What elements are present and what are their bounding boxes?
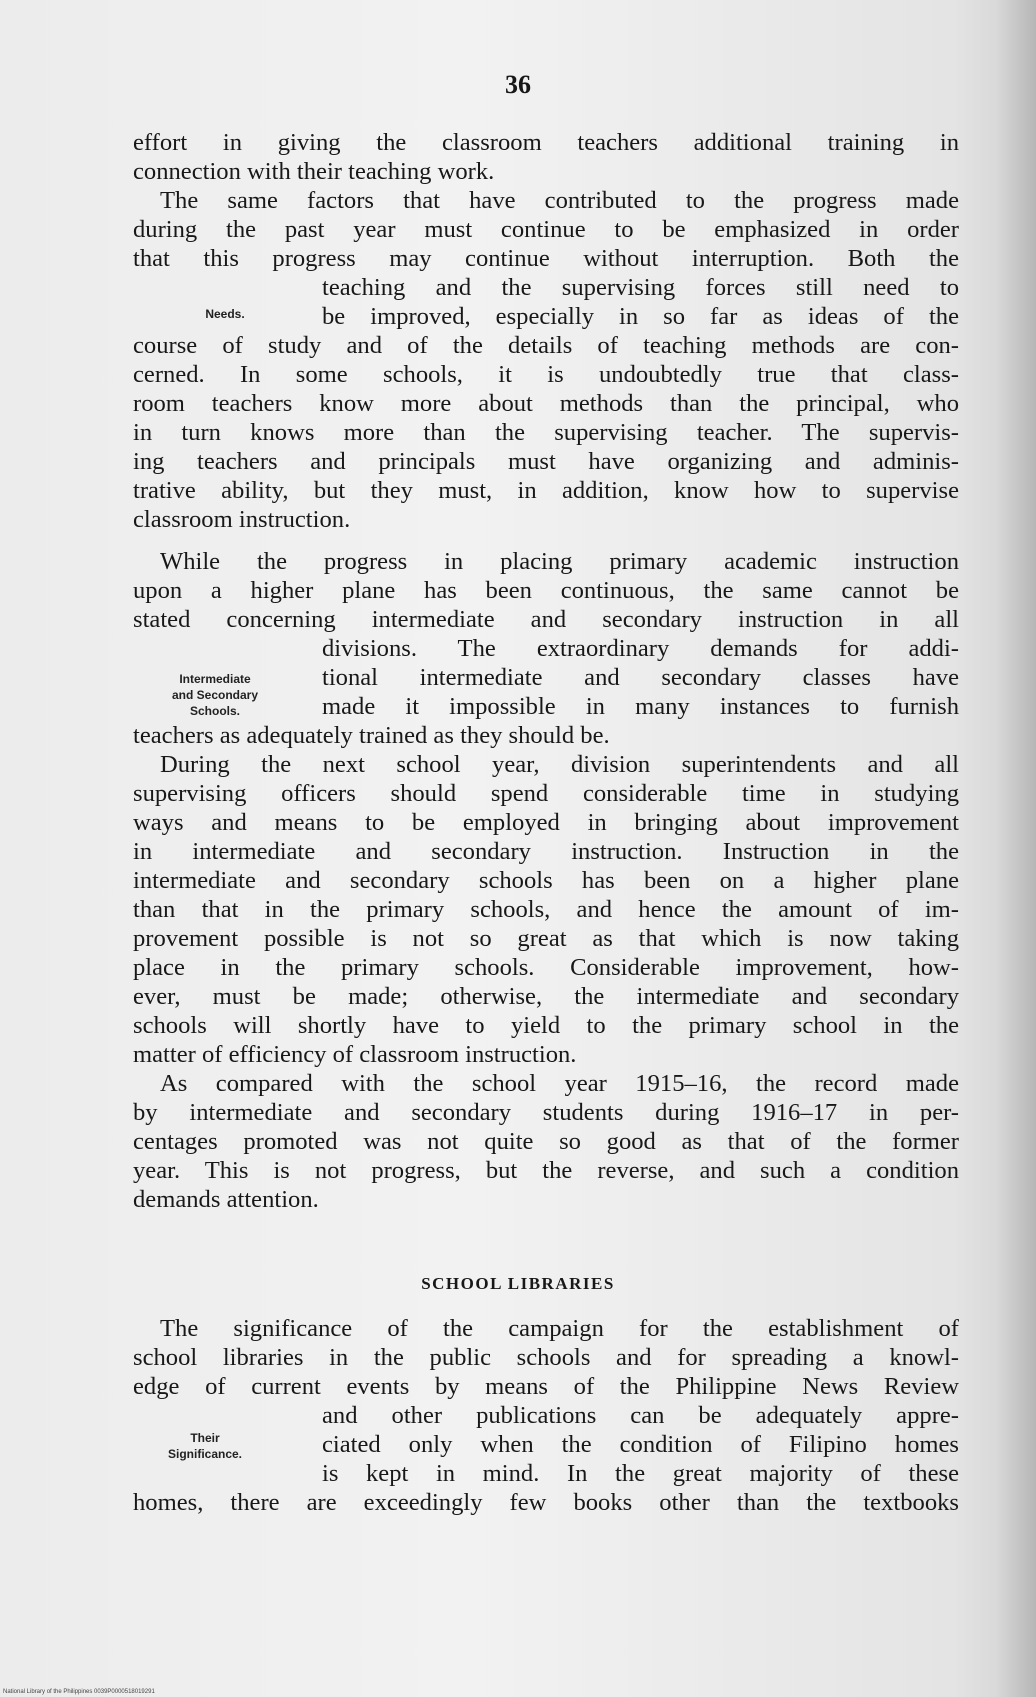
text-line: tional intermediate and secondary classes have — [322, 664, 959, 691]
text-line: While the progress in placing primary academic instruction — [160, 548, 959, 575]
margin-note-line: and Secondary — [171, 688, 259, 702]
margin-note-needs — [150, 306, 300, 322]
text-line: supervising officers should spend considerable time in studying — [133, 780, 959, 807]
text-line: As compared with the school year 1915–16, the record made — [160, 1070, 959, 1097]
text-line: stated concerning intermediate and secondary instruction in all — [133, 606, 959, 633]
text-line: schools will shortly have to yield to the primary school in the — [133, 1012, 959, 1039]
text-line: by intermediate and secondary students during 1916–17 in per- — [133, 1099, 959, 1126]
text-line: that this progress may continue without interruption. Both the — [133, 245, 959, 272]
margin-note-line: Their — [190, 1431, 220, 1445]
text-line: course of study and of the details of teaching methods are con- — [133, 332, 959, 359]
text-line: ciated only when the condition of Filipino homes — [322, 1431, 959, 1458]
text-line: homes, there are exceedingly few books other than the textbooks — [133, 1489, 959, 1516]
text-line: upon a higher plane has been continuous, the same cannot be — [133, 577, 959, 604]
text-line: cerned. In some schools, it is undoubtedly true that class- — [133, 361, 959, 388]
text-line: demands attention. — [133, 1186, 319, 1213]
text-line: teachers as adequately trained as they should be. — [133, 722, 610, 749]
text-line: is kept in mind. In the great majority of these — [322, 1460, 959, 1487]
text-line: ways and means to be employed in bringing about improvement — [133, 809, 959, 836]
text-line: connection with their teaching work. — [133, 158, 495, 185]
text-line: classroom instruction. — [133, 506, 351, 533]
text-line: during the past year must continue to be emphasized in order — [133, 216, 959, 243]
text-line: effort in giving the classroom teachers additional training in — [133, 129, 959, 156]
margin-note-intermediate — [140, 671, 290, 719]
text-line: ever, must be made; otherwise, the intermediate and secondary — [133, 983, 959, 1010]
page-number: 36 — [505, 70, 531, 99]
text-line: matter of efficiency of classroom instruction. — [133, 1041, 577, 1068]
text-line: provement possible is not so great as that which is now taking — [133, 925, 959, 952]
text-line: year. This is not progress, but the reverse, and such a condition — [133, 1157, 959, 1184]
text-line: made it impossible in many instances to furnish — [322, 693, 959, 720]
text-line: in turn knows more than the supervising teacher. The supervis- — [133, 419, 959, 446]
text-line: teaching and the supervising forces still need to — [322, 274, 959, 301]
margin-note-line: Needs. — [205, 307, 245, 321]
text-line: The significance of the campaign for the establishment of — [160, 1315, 959, 1342]
text-line: than that in the primary schools, and hence the amount of im- — [133, 896, 959, 923]
text-line: be improved, especially in so far as ideas of the — [322, 303, 959, 330]
margin-note-line: Significance. — [167, 1447, 243, 1461]
text-line: place in the primary schools. Considerable improvement, how- — [133, 954, 959, 981]
text-line: edge of current events by means of the Philippine News Review — [133, 1373, 959, 1400]
text-line: trative ability, but they must, in addition, know how to supervise — [133, 477, 959, 504]
text-line: During the next school year, division superintendents and all — [160, 751, 959, 778]
page-edge-shadow — [996, 0, 1036, 1697]
section-heading: SCHOOL LIBRARIES — [421, 1274, 615, 1293]
text-line: centages promoted was not quite so good as that of the former — [133, 1128, 959, 1155]
text-line: divisions. The extraordinary demands for addi- — [322, 635, 959, 662]
text-line: and other publications can be adequately appre- — [322, 1402, 959, 1429]
text-line: intermediate and secondary schools has been on a higher plane — [133, 867, 959, 894]
text-line: The same factors that have contributed to the progress made — [160, 187, 959, 214]
margin-note-significance — [130, 1430, 280, 1462]
text-line: room teachers know more about methods than the principal, who — [133, 390, 959, 417]
margin-note-line: Schools. — [189, 704, 240, 718]
text-line: in intermediate and secondary instruction. Instruction in the — [133, 838, 959, 865]
text-line: ing teachers and principals must have organizing and adminis- — [133, 448, 959, 475]
scan-footer: National Library of the Philippines 0039P0000518019291 — [3, 1689, 155, 1695]
text-line: school libraries in the public schools and for spreading a knowl- — [133, 1344, 959, 1371]
margin-note-line: Intermediate — [179, 672, 251, 686]
